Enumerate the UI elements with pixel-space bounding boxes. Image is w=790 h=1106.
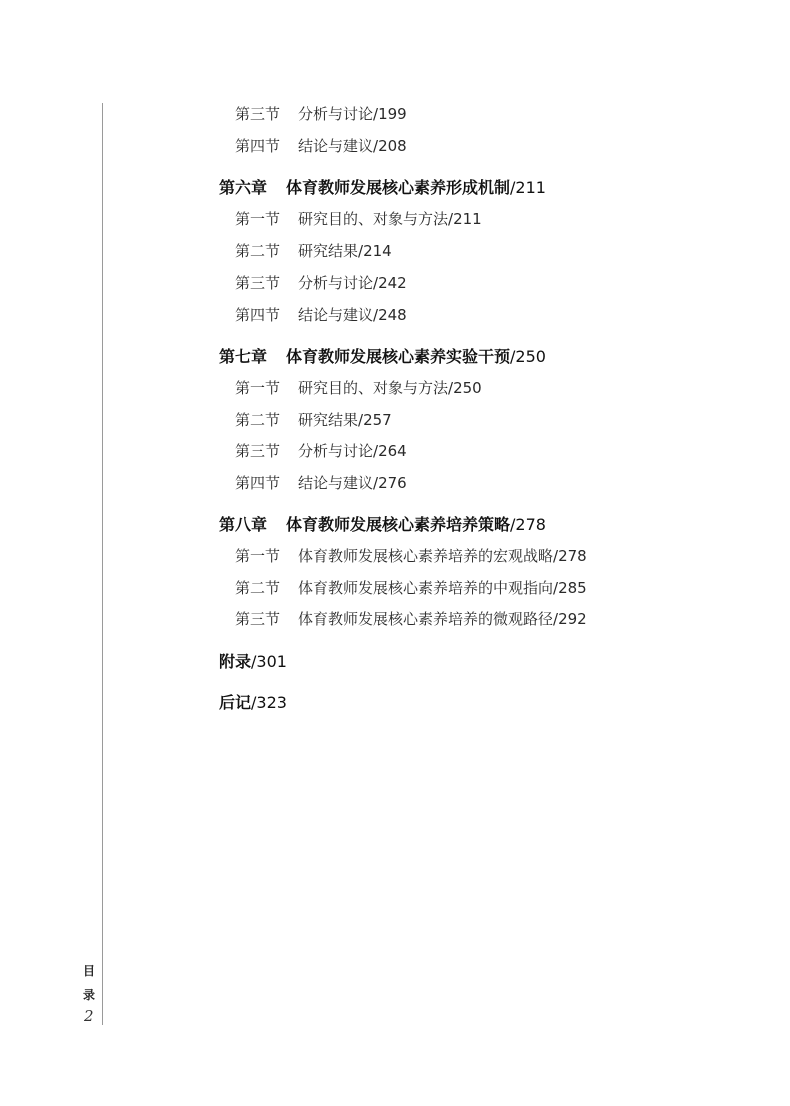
entry-title: 体育教师发展核心素养培养策略 [286, 515, 511, 534]
entry-title: 分析与讨论 [298, 105, 374, 123]
entry-label: 第三节 [235, 442, 281, 460]
toc-section-entry[interactable]: 第二节 研究结果/257 [235, 411, 392, 429]
entry-page: 250 [515, 347, 546, 366]
toc-chapter-entry[interactable]: 第七章 体育教师发展核心素养实验干预/250 [219, 344, 546, 367]
toc-section-entry[interactable]: 第二节 体育教师发展核心素养培养的中观指向/285 [235, 579, 587, 597]
entry-page: 199 [378, 105, 407, 123]
toc-chapter-entry[interactable]: 第八章 体育教师发展核心素养培养策略/278 [219, 512, 546, 535]
entry-page: 276 [378, 474, 407, 492]
entry-label: 第一节 [235, 379, 281, 397]
entry-title: 体育教师发展核心素养形成机制 [286, 178, 511, 197]
entry-title: 研究结果 [298, 242, 359, 260]
entry-label: 第四节 [235, 474, 281, 492]
toc-section-entry[interactable]: 第一节 体育教师发展核心素养培养的宏观战略/278 [235, 547, 587, 565]
toc-appendix-entry[interactable]: 附录/301 [219, 652, 287, 671]
toc-section-entry[interactable]: 第三节 分析与讨论/264 [235, 442, 407, 460]
running-head-char: 录 [83, 988, 96, 1002]
entry-title: 结论与建议 [298, 137, 374, 155]
entry-label: 第六章 [219, 178, 268, 197]
toc-section-entry[interactable]: 第三节 分析与讨论/242 [235, 274, 407, 292]
running-head-char: 目 [83, 964, 96, 978]
entry-page: 323 [256, 693, 287, 712]
toc-chapter-entry[interactable]: 第六章 体育教师发展核心素养形成机制/211 [219, 175, 546, 198]
entry-label: 第一节 [235, 210, 281, 228]
entry-title: 研究目的、对象与方法 [298, 210, 449, 228]
entry-title: 研究目的、对象与方法 [298, 379, 449, 397]
entry-label: 第二节 [235, 242, 281, 260]
toc-section-entry[interactable]: 第四节 结论与建议/276 [235, 474, 407, 492]
entry-label: 第四节 [235, 137, 281, 155]
toc-section-entry[interactable]: 第一节 研究目的、对象与方法/211 [235, 210, 482, 228]
entry-label: 第四节 [235, 306, 281, 324]
page-number: 2 [84, 1007, 94, 1025]
entry-page: 214 [363, 242, 392, 260]
toc-section-entry[interactable]: 第三节 体育教师发展核心素养培养的微观路径/292 [235, 610, 587, 628]
entry-title: 体育教师发展核心素养实验干预 [286, 347, 511, 366]
entry-title: 分析与讨论 [298, 442, 374, 460]
entry-label: 第三节 [235, 610, 281, 628]
entry-title: 分析与讨论 [298, 274, 374, 292]
entry-page: 292 [558, 610, 587, 628]
entry-title: 体育教师发展核心素养培养的微观路径 [298, 610, 554, 628]
toc-section-entry[interactable]: 第四节 结论与建议/248 [235, 306, 407, 324]
entry-label: 第三节 [235, 105, 281, 123]
entry-label: 第二节 [235, 579, 281, 597]
toc-afterword-entry[interactable]: 后记/323 [219, 693, 287, 712]
entry-title: 后记 [219, 693, 252, 712]
toc-section-entry[interactable]: 第四节 结论与建议/208 [235, 137, 407, 155]
entry-label: 第三节 [235, 274, 281, 292]
entry-title: 体育教师发展核心素养培养的中观指向 [298, 579, 554, 597]
entry-label: 第一节 [235, 547, 281, 565]
entry-page: 250 [453, 379, 482, 397]
toc-section-entry[interactable]: 第一节 研究目的、对象与方法/250 [235, 379, 482, 397]
entry-page: 278 [515, 515, 546, 534]
entry-page: 257 [363, 411, 392, 429]
entry-page: 208 [378, 137, 407, 155]
entry-title: 体育教师发展核心素养培养的宏观战略 [298, 547, 554, 565]
entry-title: 结论与建议 [298, 474, 374, 492]
entry-page: 301 [256, 652, 287, 671]
entry-title: 研究结果 [298, 411, 359, 429]
entry-page: 248 [378, 306, 407, 324]
toc-section-entry[interactable]: 第二节 研究结果/214 [235, 242, 392, 260]
entry-label: 第七章 [219, 347, 268, 366]
entry-title: 结论与建议 [298, 306, 374, 324]
entry-label: 第二节 [235, 411, 281, 429]
toc-section-entry[interactable]: 第三节 分析与讨论/199 [235, 105, 407, 123]
entry-label: 第八章 [219, 515, 268, 534]
entry-page: 211 [515, 178, 546, 197]
entry-page: 242 [378, 274, 407, 292]
entry-page: 278 [558, 547, 587, 565]
entry-page: 264 [378, 442, 407, 460]
entry-page: 285 [558, 579, 587, 597]
entry-page: 211 [453, 210, 482, 228]
entry-title: 附录 [219, 652, 252, 671]
